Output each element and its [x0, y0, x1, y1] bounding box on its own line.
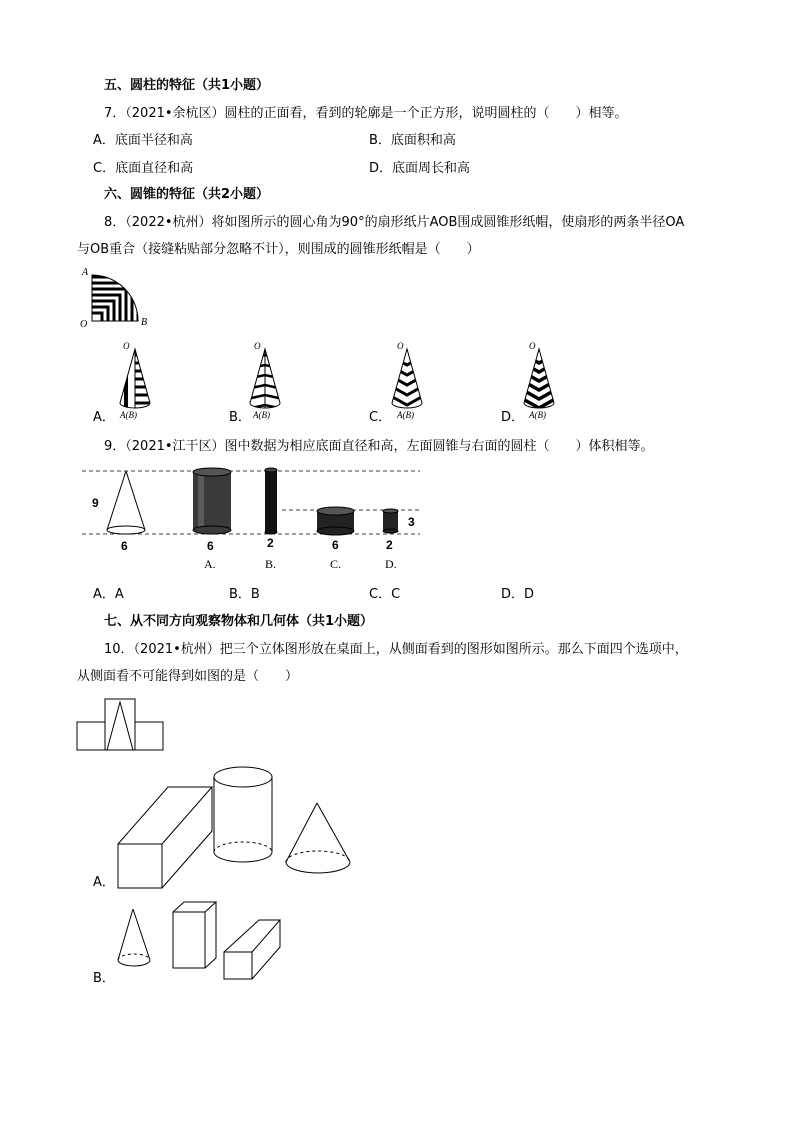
- cuboid: [118, 787, 212, 888]
- cone-option-b: [247, 341, 297, 421]
- cone-d-label-o: O: [529, 341, 536, 351]
- q9-cylinder-c-diameter: 6: [332, 538, 339, 552]
- q7-option-b: B．底面积和高: [369, 133, 456, 148]
- section-heading-5: 五、圆柱的特征（共1小题）: [104, 78, 270, 93]
- q9-cylinder-d-diameter: 2: [386, 538, 393, 552]
- q9-cone-height: 9: [92, 496, 99, 510]
- q9-cylinder-c: [317, 507, 354, 535]
- q10-side-view: [76, 697, 166, 752]
- cone: [286, 803, 350, 873]
- tall-cuboid: [173, 902, 216, 968]
- sector-label-a: A: [82, 267, 89, 278]
- q9-cylinder-b-letter: B.: [265, 557, 277, 571]
- question-9-stem: 9．（2021•江干区）图中数据为相应底面直径和高，左面圆锥与右面的圆柱（ ）体积相等。: [104, 439, 654, 454]
- q10-option-b: B．: [93, 971, 115, 986]
- q8-option-d: D．: [501, 410, 525, 425]
- q7-option-c: C．底面直径和高: [93, 161, 194, 176]
- q9-option-a: A．A: [93, 587, 124, 602]
- q9-figure: [80, 464, 430, 574]
- question-10-stem-line1: 10．（2021•杭州）把三个立体图形放在桌面上，从侧面看到的图形如图所示。那么下面四个选项中，: [104, 642, 688, 657]
- cone-option-d: [521, 341, 571, 421]
- cone-b-label-ab: A(B): [253, 410, 270, 420]
- cone-a-label-o: O: [123, 341, 130, 351]
- q9-option-c: C．C: [369, 587, 401, 602]
- cylinder: [214, 767, 272, 862]
- question-10-stem-line2: 从侧面看不可能得到如图的是（ ）: [77, 669, 299, 684]
- question-8-stem-line1: 8．（2022•杭州）将如图所示的圆心角为90°的扇形纸片AOB围成圆锥形纸帽，使扇形的两条半径OA: [104, 215, 685, 230]
- q9-cylinder-d-letter: D.: [385, 557, 397, 571]
- section-heading-6: 六、圆锥的特征（共2小题）: [104, 187, 270, 202]
- cone: [118, 909, 150, 966]
- sector-label-b: B: [141, 317, 148, 328]
- cone-option-a: [114, 341, 164, 421]
- q9-cylinder-a-diameter: 6: [207, 539, 214, 553]
- section-heading-7: 七、从不同方向观察物体和几何体（共1小题）: [104, 614, 374, 629]
- q9-option-b: B．B: [229, 587, 260, 602]
- cone-a-label-ab: A(B): [120, 410, 137, 420]
- q9-cylinder-c-letter: C.: [330, 557, 342, 571]
- q8-option-a: A．: [93, 410, 115, 425]
- q9-cylinder-b-diameter: 2: [267, 536, 274, 550]
- q9-cone-diameter: 6: [121, 539, 128, 553]
- sector-stripes: [92, 275, 138, 321]
- q9-short-height: 3: [408, 515, 415, 529]
- q8-option-c: C．: [369, 410, 392, 425]
- cone-c-label-ab: A(B): [397, 410, 414, 420]
- q9-cylinder-a: [193, 468, 231, 534]
- question-8-stem-line2: 与OB重合（接缝粘贴部分忽略不计），则围成的圆锥形纸帽是（ ）: [77, 242, 480, 257]
- cone-option-c: [389, 341, 439, 421]
- q9-option-d: D．D: [501, 587, 535, 602]
- lying-cuboid: [224, 920, 280, 979]
- sector-figure: [78, 267, 158, 330]
- q10-option-a: A．: [93, 875, 115, 890]
- q8-option-b: B．: [229, 410, 251, 425]
- question-7-stem: 7．（2021•余杭区）圆柱的正面看，看到的轮廓是一个正方形，说明圆柱的（ ）相等。: [104, 106, 628, 121]
- q7-option-d: D．底面周长和高: [369, 161, 471, 176]
- q9-cylinder-d: [383, 509, 398, 533]
- cone-c-label-o: O: [397, 341, 404, 351]
- q7-option-a: A．底面半径和高: [93, 133, 193, 148]
- q10-option-a-figure: [110, 764, 360, 889]
- q9-cone: [107, 471, 145, 534]
- q9-cylinder-a-letter: A.: [204, 557, 216, 571]
- sector-label-o: O: [80, 319, 88, 330]
- cone-d-label-ab: A(B): [529, 410, 546, 420]
- q10-option-b-figure: [112, 900, 287, 980]
- q9-cylinder-b: [265, 468, 277, 534]
- cone-b-label-o: O: [254, 341, 261, 351]
